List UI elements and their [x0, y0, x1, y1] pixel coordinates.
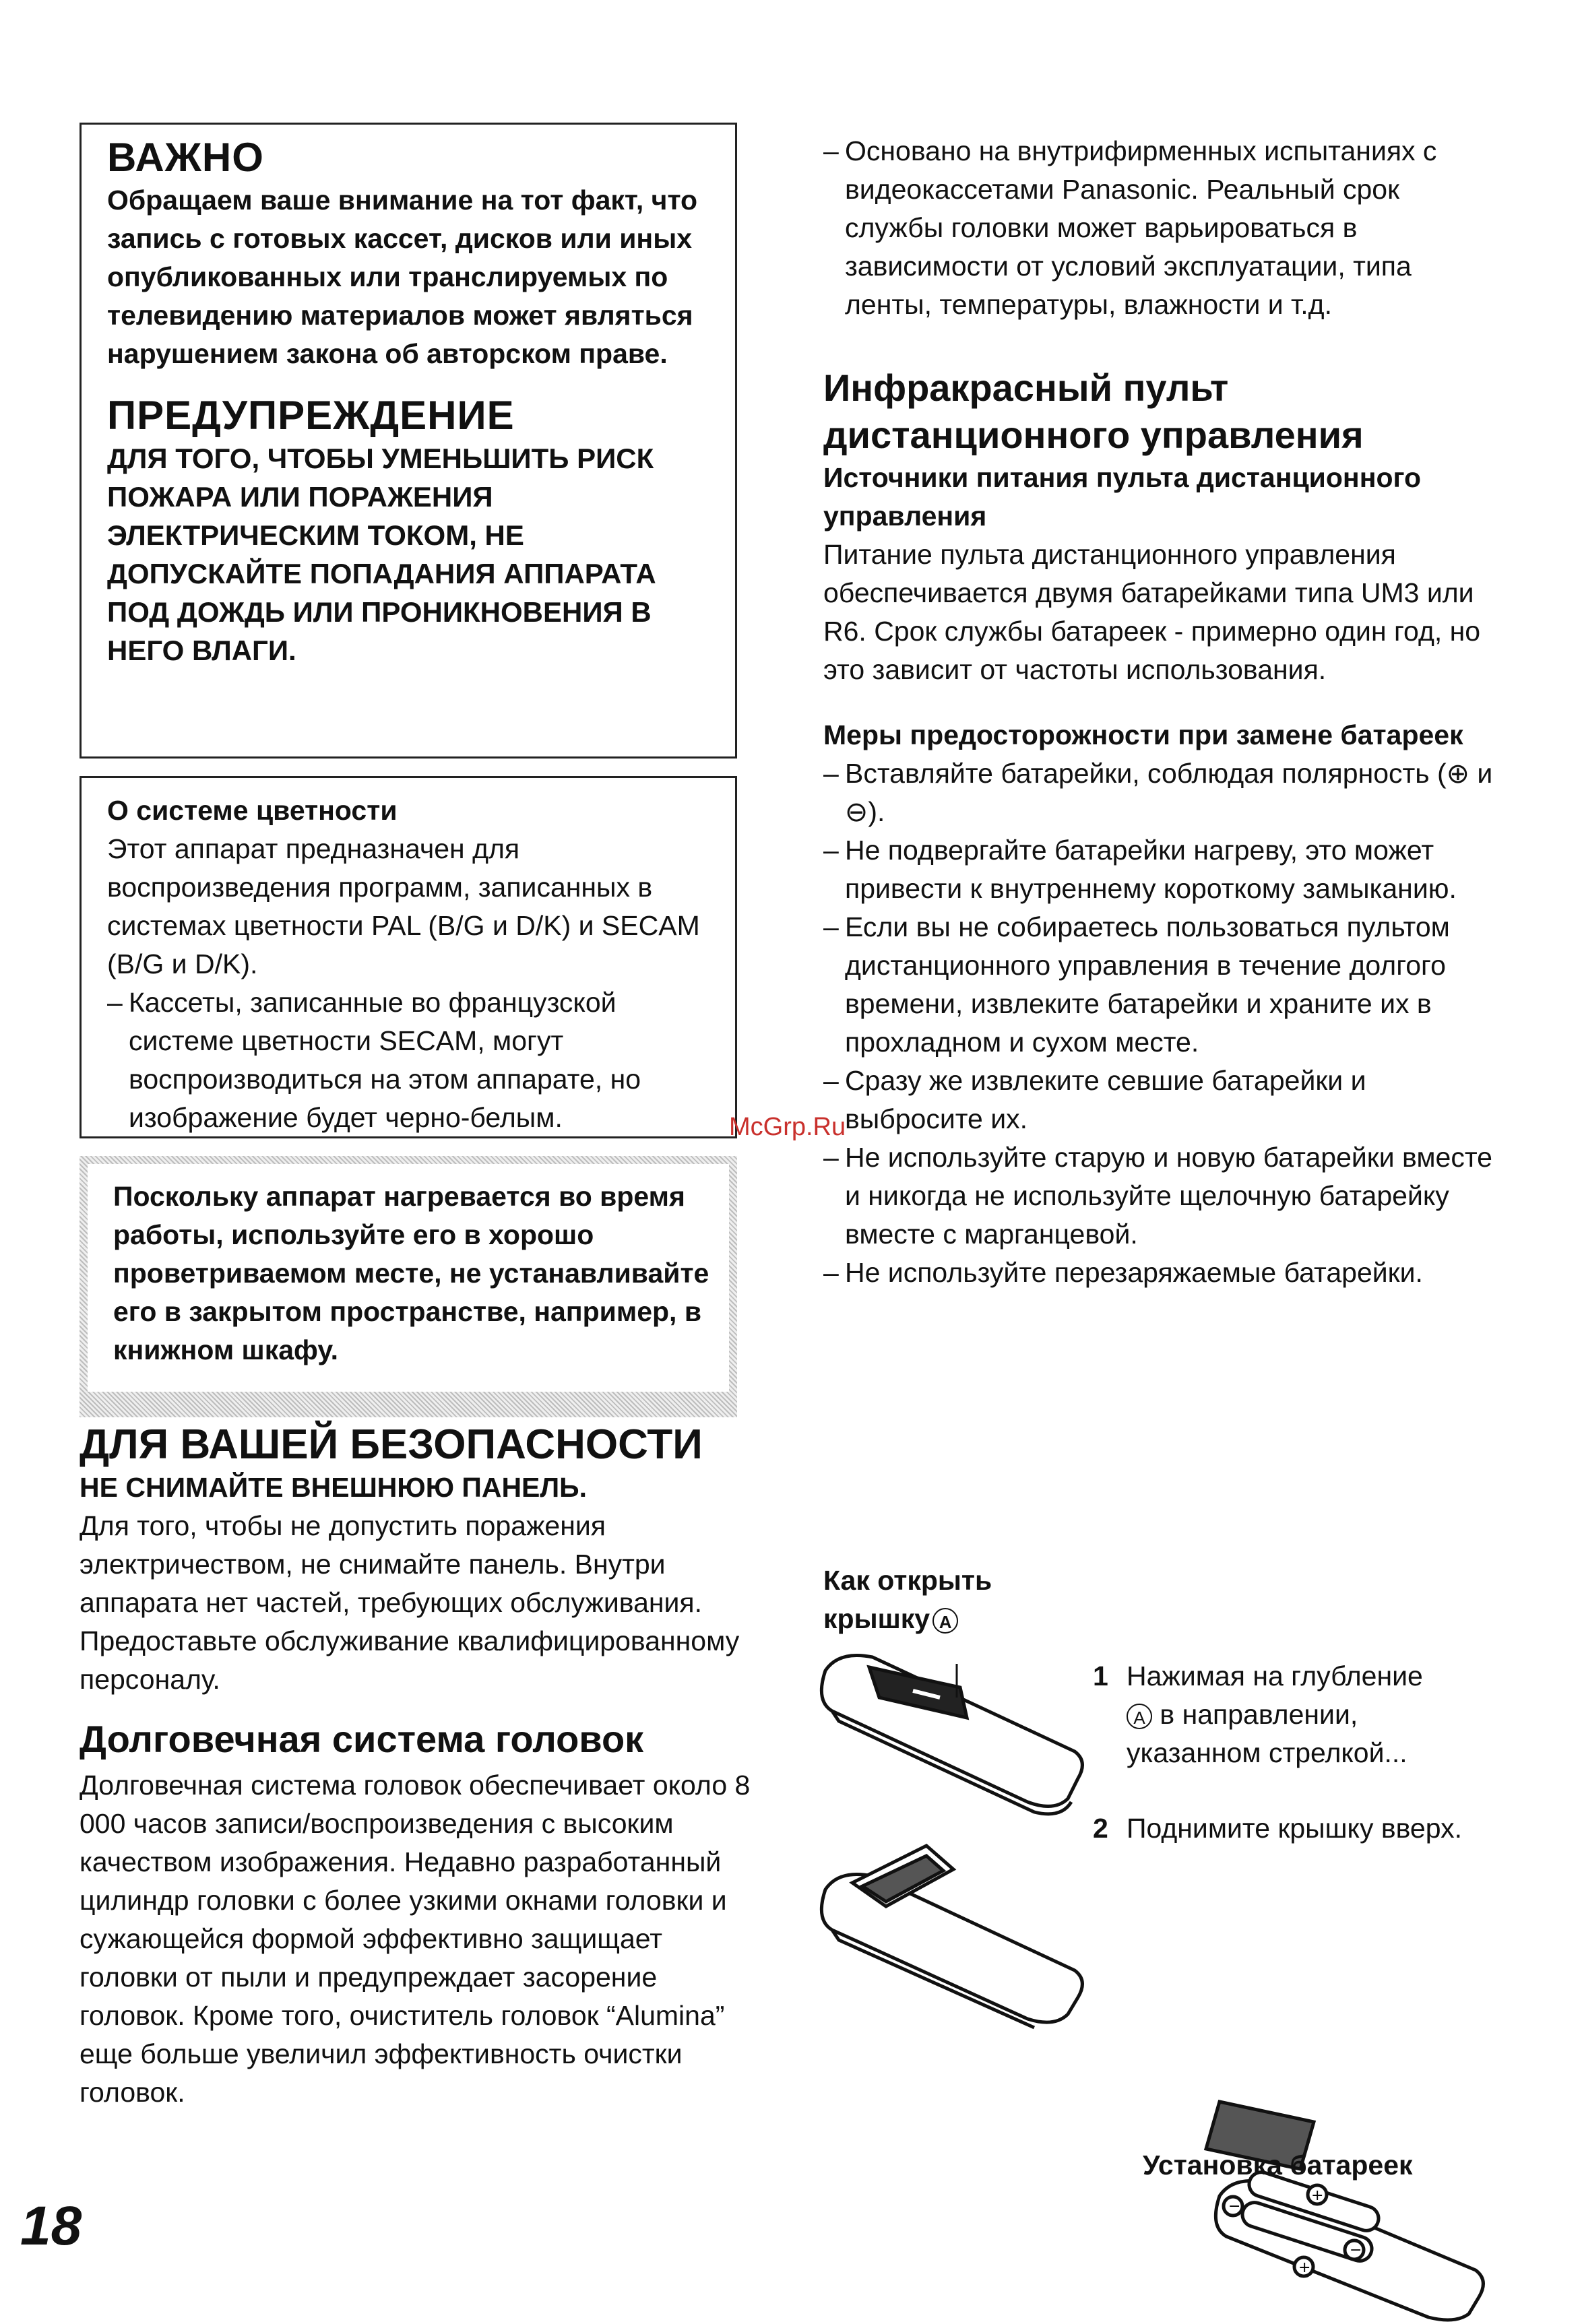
- step-1-text-b: в направлении, указанном стрелкой...: [1127, 1699, 1407, 1768]
- install-caption: Установка батареек: [1143, 2150, 1413, 2181]
- safety-section: [80, 1421, 747, 1699]
- safety-title: ДЛЯ ВАШЕЙ БЕЗОПАСНОСТИ: [80, 1421, 703, 1468]
- safety-text: Для того, чтобы не допустить поражения электричеством, не снимайте панель. Внутри аппарата нет частей, требующих обслуживания. Предоставьте обслуживание квалифицированному персоналу.: [80, 1510, 740, 1695]
- step-2-text: Поднимите крышку вверх.: [1127, 1813, 1462, 1844]
- watermark: McGrp.Ru: [729, 1113, 846, 1141]
- open-cover-title-2: крышку A: [823, 1600, 992, 1638]
- remote-lifted-cover-illustration: [812, 1842, 1095, 2031]
- color-system-item: – Кассеты, записанные во французской системе цветности SECAM, могут воспроизводиться на этом аппарате, но изображение будет черно-белым.: [107, 983, 714, 1137]
- dash-marker: –: [823, 135, 839, 166]
- remote-open-cover-illustration: [812, 1644, 1095, 1819]
- open-cover-heading: Как открыть крышку A: [823, 1561, 992, 1638]
- ventilation-box: [80, 1156, 737, 1417]
- important-box: [80, 123, 737, 758]
- power-text: Питание пульта дистанционного управления обеспечивается двумя батарейками типа UM3 или R6. Срок службы батареек - примерно один год, но это зависит от частоты использования.: [823, 539, 1481, 685]
- step-1-text-a: Нажимая на глубление: [1127, 1660, 1423, 1691]
- heads-text: Долговечная система головок обеспечивает около 8 000 часов записи/воспроизведения с высоким качеством изображения. Недавно разработанный цилиндр головки с более узкими окнами головки и сужающейся формой эффективно защищает головки от пыли и предупреждает засорение головок. Кроме того, очиститель головок “Alumina” еще больше увеличил эффективность очистки головок.: [80, 1770, 751, 2108]
- color-system-box: [80, 776, 737, 1138]
- ventilation-text: Поскольку аппарат нагревается во время работы, используйте его в хорошо проветриваемом месте, не устанавливайте его в закрытом пространстве, например, в книжном шкафу.: [113, 1181, 709, 1365]
- svg-text:−: −: [1350, 2242, 1362, 2259]
- important-title: ВАЖНО: [107, 135, 264, 180]
- list-item: – Сразу же извлеките севшие батарейки и выбросите их.: [823, 1065, 1366, 1134]
- step-2: [1093, 1809, 1470, 1848]
- step-2-number: 2: [1093, 1813, 1108, 1844]
- marker-a-icon: A: [932, 1608, 958, 1634]
- battery-install-illustration: [1206, 2169, 1496, 2324]
- step-1: [1093, 1657, 1470, 1772]
- page-number: 18: [20, 2195, 82, 2257]
- heads-title: Долговечная система головок: [80, 1718, 644, 1760]
- precautions-list: [823, 754, 1497, 1292]
- important-text: Обращаем ваше внимание на тот факт, что запись с готовых кассет, дисков или иных опубликованных или транслируемых по телевидению материалов может являться нарушением закона об авторском праве.: [107, 185, 698, 369]
- svg-text:+: +: [1311, 2187, 1324, 2204]
- power-subtitle: Источники питания пульта дистанционного управления: [823, 462, 1422, 531]
- list-item: – Если вы не собираетесь пользоваться пультом дистанционного управления в течение долгого времени, извлеките батарейки и храните их в прохладном и сухом месте.: [823, 911, 1450, 1058]
- color-system-text: Этот аппарат предназначен для воспроизведения программ, записанных в системах цветности PAL (B/G и D/K) и SECAM (B/G и D/K).: [107, 833, 700, 979]
- warning-text: ДЛЯ ТОГО, ЧТОБЫ УМЕНЬШИТЬ РИСК ПОЖАРА ИЛИ ПОРАЖЕНИЯ ЭЛЕКТРИЧЕСКИМ ТОКОМ, НЕ ДОПУСКАЙТЕ ПОПАДАНИЯ АППАРАТА ПОД ДОЖДЬ ИЛИ ПРОНИКНОВЕНИЯ В НЕГО ВЛАГИ.: [107, 443, 656, 666]
- list-item: – Не подвергайте батарейки нагреву, это может привести к внутреннему короткому замыканию.: [823, 835, 1457, 904]
- remote-title: Инфракрасный пульт дистанционного управления: [823, 366, 1364, 456]
- svg-text:+: +: [1298, 2259, 1311, 2276]
- color-system-title: О системе цветности: [107, 795, 398, 826]
- heads-section: [80, 1716, 753, 2112]
- svg-text:−: −: [1228, 2198, 1241, 2215]
- dash-marker: –: [107, 987, 123, 1018]
- right-column: [823, 132, 1497, 1292]
- precautions-title: Меры предосторожности при замене батареек: [823, 719, 1463, 750]
- step-1-number: 1: [1093, 1660, 1108, 1691]
- list-item: – Не используйте перезаряжаемые батарейки.: [823, 1257, 1423, 1288]
- heads-note: – Основано на внутрифирменных испытаниях с видеокассетами Panasonic. Реальный срок службы головки может варьироваться в зависимости от условий эксплуатации, типа ленты, температуры, влажности и т.д.: [823, 132, 1497, 324]
- safety-subtitle: НЕ СНИМАЙТЕ ВНЕШНЮЮ ПАНЕЛЬ.: [80, 1472, 588, 1503]
- list-item: – Вставляйте батарейки, соблюдая полярность (⊕ и ⊖).: [823, 758, 1493, 827]
- marker-a-icon: A: [1127, 1704, 1152, 1729]
- warning-title: ПРЕДУПРЕЖДЕНИЕ: [107, 393, 515, 438]
- list-item: – Не используйте старую и новую батарейки вместе и никогда не используйте щелочную батарейку вместе с марганцевой.: [823, 1142, 1492, 1250]
